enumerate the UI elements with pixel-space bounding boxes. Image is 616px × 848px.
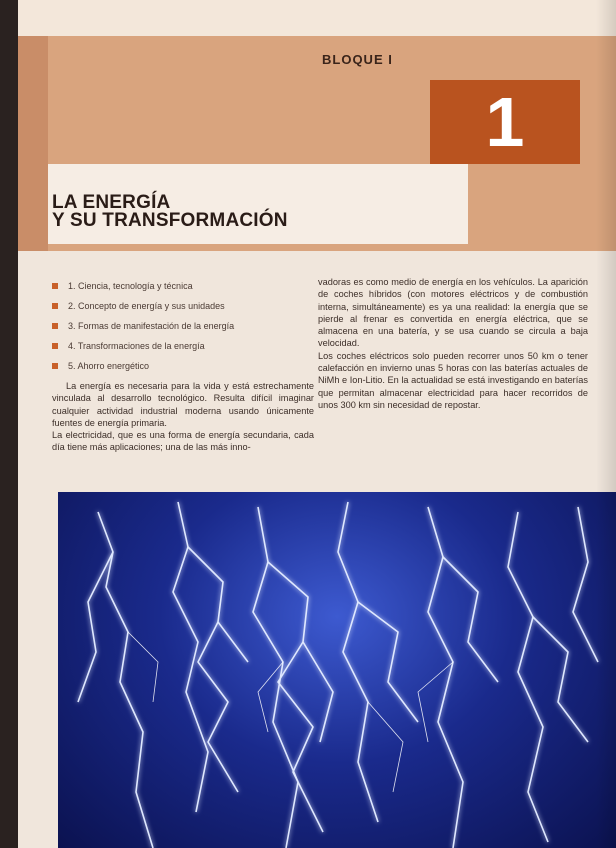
toc-item: 4. Transformaciones de la energía (52, 340, 302, 360)
lightning-bolts-graphic (58, 492, 616, 848)
bullet-icon (52, 283, 58, 289)
paragraph: vadoras es como medio de energía en los vehículos. La aparición de coches híbridos (con motores eléctricos y de combustión interna, simultáneamente) es ya una realidad: la energía que se pierde al frenar es convertida en energía eléctrica, que se almacena en una batería, y se usa cuando se circula a baja velocidad. (318, 277, 588, 349)
chapter-number: 1 (485, 83, 525, 161)
header-band-edge (18, 36, 48, 251)
paragraph: Los coches eléctricos solo pueden recorrer unos 50 km o tener calefacción en invierno unas 5 horas con las baterías actuales de NiMh e Ion-Litio. En la actualidad se está investigando en baterías que permitan almacenar electricidad para hacer recorridos de unos 300 km sin necesidad de repostar. (318, 350, 588, 410)
toc-item: 3. Formas de manifestación de la energía (52, 320, 302, 340)
chapter-title-line-2: Y SU TRANSFORMACIÓN (52, 210, 288, 231)
chapter-number-box (430, 80, 580, 164)
table-of-contents (52, 280, 302, 380)
chapter-title-line-1: LA ENERGÍA (52, 192, 171, 213)
toc-item: 2. Concepto de energía y sus unidades (52, 300, 302, 320)
paragraph: La energía es necesaria para la vida y está estrechamente vinculada al desarrollo tecnológico. Resulta difícil imaginar cualquier actividad industrial moderna usando únicamente fuentes de energía primaria. (52, 381, 314, 428)
right-text-column (318, 276, 588, 411)
lightning-image (58, 492, 616, 848)
toc-item: 1. Ciencia, tecnología y técnica (52, 280, 302, 300)
bullet-icon (52, 343, 58, 349)
block-label: BLOQUE I (322, 52, 393, 67)
bullet-icon (52, 363, 58, 369)
bullet-icon (52, 303, 58, 309)
page-gutter-shadow (596, 0, 616, 848)
bullet-icon (52, 323, 58, 329)
left-text-column (52, 380, 314, 454)
book-page (18, 0, 616, 848)
toc-item: 5. Ahorro energético (52, 360, 302, 380)
header-top-strip (18, 0, 616, 36)
paragraph: La electricidad, que es una forma de energía secundaria, cada día tiene más aplicaciones; una de las más inno- (52, 430, 314, 453)
